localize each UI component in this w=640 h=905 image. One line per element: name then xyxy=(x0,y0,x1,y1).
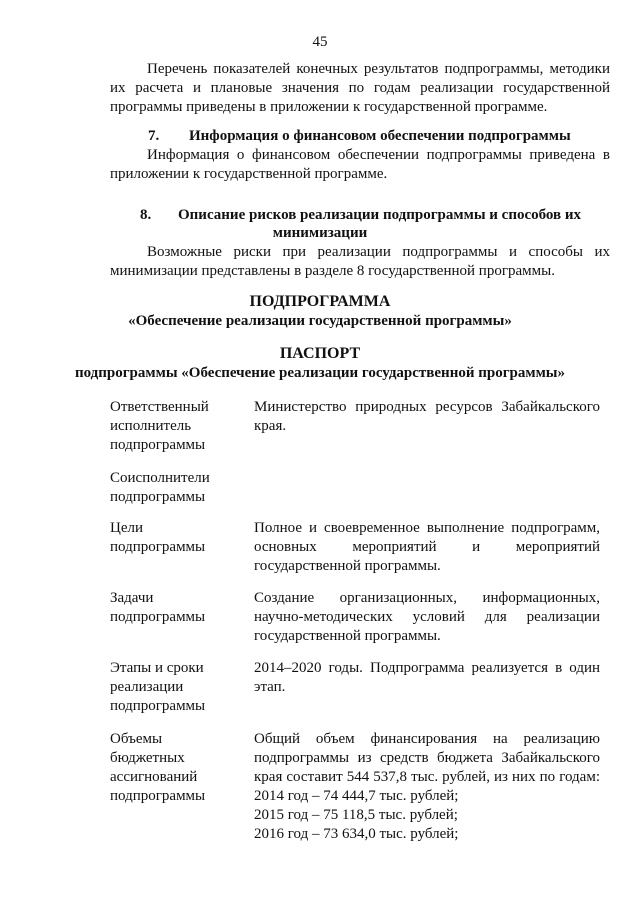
passport-row-label xyxy=(110,519,235,557)
passport-heading: ПАСПОРТ xyxy=(279,345,361,362)
value-line: края. xyxy=(254,418,287,434)
intro-line: их расчета и плановые значения по годам реализации государственной xyxy=(110,80,610,96)
value-line: основных мероприятий и мероприятий xyxy=(254,539,600,555)
section7-title: Информация о финансовом обеспечении подпрограммы xyxy=(189,128,571,144)
value-line: 2016 год – 73 634,0 тыс. рублей; xyxy=(254,826,459,842)
subprogram-heading: ПОДПРОГРАММА xyxy=(249,293,391,310)
intro-paragraph xyxy=(110,60,610,117)
label-line: Цели xyxy=(110,520,144,536)
section7-number: 7. xyxy=(148,128,160,144)
label-line: подпрограммы xyxy=(110,489,206,505)
section8-title-line1: Описание рисков реализации подпрограммы и способов их xyxy=(178,207,582,223)
page-number: 45 xyxy=(312,34,328,50)
passport-row-label xyxy=(110,469,235,507)
passport-row-value xyxy=(254,730,600,844)
passport-row-label xyxy=(110,659,235,716)
value-line: Полное и своевременное выполнение подпрограмм, xyxy=(254,520,600,536)
label-line: исполнитель xyxy=(110,418,192,434)
label-line: Ответственный xyxy=(110,399,209,415)
passport-row-value xyxy=(254,519,600,576)
section8-paragraph xyxy=(110,243,610,281)
passport-subtitle: подпрограммы «Обеспечение реализации государственной программы» xyxy=(74,365,566,381)
section7-line: Информация о финансовом обеспечении подпрограммы приведена в xyxy=(147,147,610,163)
section8-title-line2: минимизации xyxy=(272,225,368,241)
section7-line: приложении к государственной программе. xyxy=(110,166,388,182)
value-line: этап. xyxy=(254,679,286,695)
value-line: 2014 год – 74 444,7 тыс. рублей; xyxy=(254,788,459,804)
section8-line: минимизации представлены в разделе 8 государственной программы. xyxy=(110,263,555,279)
label-line: Задачи xyxy=(110,590,154,606)
value-line: Общий объем финансирования на реализацию xyxy=(254,731,600,747)
value-line: государственной программы. xyxy=(254,628,441,644)
value-line: 2014–2020 годы. Подпрограмма реализуется в один xyxy=(254,660,600,676)
passport-row-label xyxy=(110,730,235,806)
label-line: подпрограммы xyxy=(110,437,206,453)
subprogram-name: «Обеспечение реализации государственной программы» xyxy=(128,313,512,329)
passport-row-label xyxy=(110,398,235,455)
label-line: Этапы и сроки xyxy=(110,660,204,676)
intro-line: программы приведены в приложении к государственной программе. xyxy=(110,99,548,115)
value-line: подпрограммы из средств бюджета Забайкальского xyxy=(254,750,600,766)
passport-row-label xyxy=(110,589,235,627)
label-line: реализации xyxy=(110,679,184,695)
label-line: подпрограммы xyxy=(110,609,206,625)
label-line: подпрограммы xyxy=(110,788,206,804)
label-line: бюджетных xyxy=(110,750,185,766)
passport-row-value xyxy=(254,589,600,646)
label-line: подпрограммы xyxy=(110,539,206,555)
passport-row-value xyxy=(254,398,600,436)
section8-number: 8. xyxy=(140,207,152,223)
value-line: 2015 год – 75 118,5 тыс. рублей; xyxy=(254,807,458,823)
section7-paragraph xyxy=(110,146,610,184)
label-line: Соисполнители xyxy=(110,470,210,486)
label-line: подпрограммы xyxy=(110,698,206,714)
intro-line: Перечень показателей конечных результатов подпрограммы, методики xyxy=(147,61,610,77)
section8-line: Возможные риски при реализации подпрограммы и способы их xyxy=(147,244,610,260)
value-line: научно-методических условий для реализации xyxy=(254,609,600,625)
value-line: края составит 544 537,8 тыс. рублей, из них по годам: xyxy=(254,769,600,785)
label-line: ассигнований xyxy=(110,769,198,785)
label-line: Объемы xyxy=(110,731,163,747)
value-line: Создание организационных, информационных, xyxy=(254,590,600,606)
passport-row-value xyxy=(254,659,600,697)
value-line: государственной программы. xyxy=(254,558,441,574)
value-line: Министерство природных ресурсов Забайкальского xyxy=(254,399,600,415)
